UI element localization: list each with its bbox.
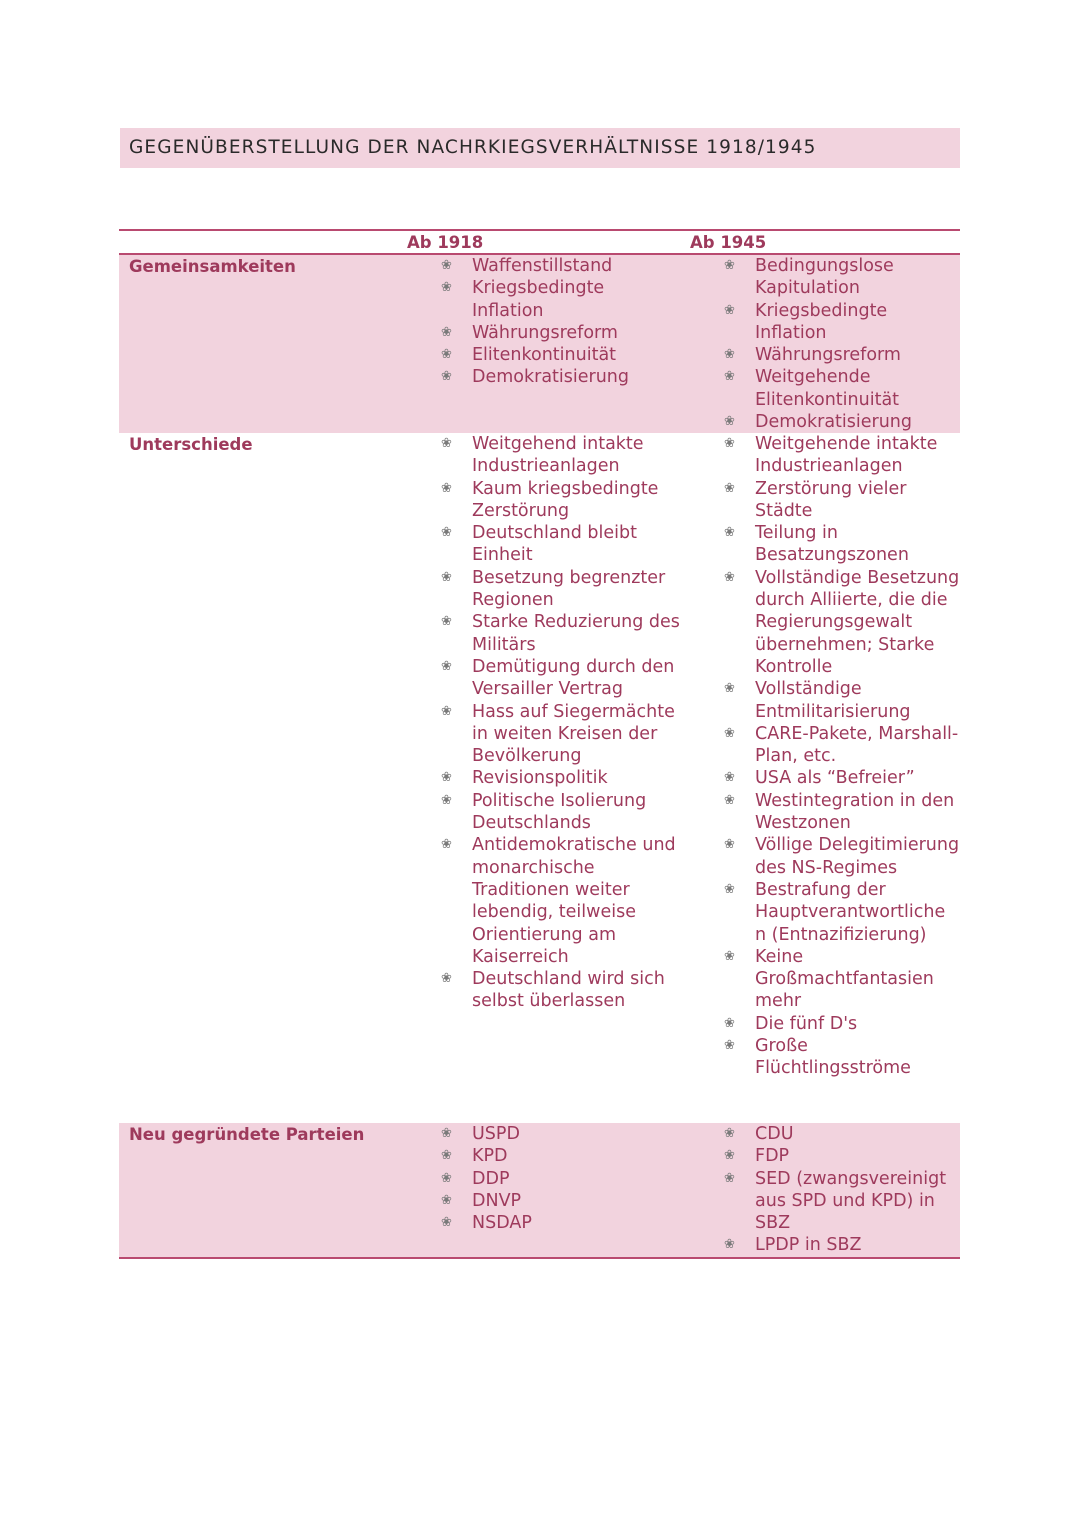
flower-bullet-icon: ❀ (724, 792, 735, 808)
column-1918 (441, 433, 681, 1013)
flower-bullet-icon: ❀ (724, 569, 735, 585)
flower-bullet-icon: ❀ (724, 1170, 735, 1186)
list-item-text: Westintegration in den Westzonen (755, 790, 955, 834)
list-item (724, 1035, 960, 1080)
list-item-text: Demokratisierung (755, 412, 913, 433)
list-item-text: Völlige Delegitimierung des NS-Regimes (755, 835, 960, 878)
list-1918 (441, 1123, 681, 1234)
list-item-text: Währungsreform (472, 322, 618, 343)
list-item-text: LPDP in SBZ (755, 1235, 862, 1256)
list-item (441, 567, 681, 612)
flower-bullet-icon: ❀ (441, 525, 452, 541)
flower-bullet-icon: ❀ (441, 1170, 452, 1186)
flower-bullet-icon: ❀ (441, 436, 452, 451)
flower-bullet-icon: ❀ (441, 658, 452, 674)
list-item (441, 277, 681, 322)
flower-bullet-icon: ❀ (724, 770, 735, 786)
list-item-text: FDP (755, 1146, 790, 1167)
list-item-text: Politische Isolierung Deutschlands (472, 790, 647, 834)
list-item (441, 611, 681, 656)
flower-bullet-icon: ❀ (724, 1038, 735, 1054)
list-item (441, 1123, 681, 1145)
flower-bullet-icon: ❀ (724, 258, 735, 273)
column-header-1918: Ab 1918 (407, 233, 484, 252)
list-item (724, 522, 960, 567)
list-item (441, 1212, 681, 1234)
list-item (441, 478, 681, 523)
comparison-table (119, 229, 960, 1259)
list-item (441, 701, 681, 768)
flower-bullet-icon: ❀ (441, 347, 452, 363)
list-1945 (724, 433, 960, 1080)
list-item (724, 1168, 960, 1235)
list-item-text: Waffenstillstand (472, 256, 613, 276)
list-item-text: Zerstörung vieler Städte (755, 478, 907, 521)
list-item-text: Deutschland bleibt Einheit (472, 523, 637, 566)
list-item-text: USA als “Befreier” (755, 768, 915, 789)
flower-bullet-icon: ❀ (441, 1126, 452, 1141)
list-item-text: Deutschland wird sich selbst überlassen (472, 969, 665, 1012)
flower-bullet-icon: ❀ (724, 1148, 735, 1164)
list-item (724, 300, 960, 345)
list-item (724, 478, 960, 523)
list-1918 (441, 255, 681, 389)
flower-bullet-icon: ❀ (724, 1237, 735, 1253)
list-item-text: CARE-Pakete, Marshall-Plan, etc. (755, 723, 959, 767)
list-item-text: Demokratisierung (472, 367, 630, 388)
list-item (441, 433, 681, 478)
list-item (724, 790, 960, 835)
list-item-text: Weitgehende Elitenkontinuität (755, 367, 900, 410)
flower-bullet-icon: ❀ (724, 681, 735, 697)
list-item (724, 879, 960, 946)
list-item (724, 678, 960, 723)
list-item (441, 1190, 681, 1212)
list-item-text: Teilung in Besatzungszonen (755, 523, 909, 566)
list-1945 (724, 255, 960, 433)
flower-bullet-icon: ❀ (441, 1215, 452, 1231)
list-item-text: Revisionspolitik (472, 768, 608, 789)
list-item-text: Hass auf Siegermächte in weiten Kreisen der Bevölkerung (472, 701, 675, 767)
list-item (441, 968, 681, 1013)
flower-bullet-icon: ❀ (441, 971, 452, 987)
list-1918 (441, 433, 681, 1013)
list-item-text: Kaum kriegsbedingte Zerstörung (472, 478, 659, 521)
list-item (724, 567, 960, 678)
list-item (441, 344, 681, 366)
table-row-unterschiede (119, 433, 960, 1123)
list-item-text: Vollständige Entmilitarisierung (755, 679, 911, 722)
list-item (724, 366, 960, 411)
column-1918 (441, 1123, 681, 1234)
list-item (724, 767, 960, 789)
table-row-parteien (119, 1123, 960, 1257)
flower-bullet-icon: ❀ (441, 280, 452, 296)
list-item-text: SED (zwangsvereinigt aus SPD und KPD) in SBZ (755, 1168, 947, 1234)
table-header (119, 231, 960, 253)
flower-bullet-icon: ❀ (441, 480, 452, 496)
flower-bullet-icon: ❀ (441, 770, 452, 786)
row-label: Gemeinsamkeiten (129, 257, 296, 276)
row-label: Unterschiede (129, 435, 253, 454)
column-header-1945: Ab 1945 (690, 233, 767, 252)
list-item-text: KPD (472, 1146, 508, 1167)
flower-bullet-icon: ❀ (724, 302, 735, 318)
list-item-text: USPD (472, 1124, 520, 1144)
flower-bullet-icon: ❀ (724, 1015, 735, 1031)
list-item-text: Kriegsbedingte Inflation (472, 278, 605, 321)
list-item (441, 322, 681, 344)
list-item-text: Die fünf D's (755, 1013, 858, 1034)
list-item (441, 834, 681, 968)
flower-bullet-icon: ❀ (724, 837, 735, 853)
column-1945 (724, 255, 960, 433)
flower-bullet-icon: ❀ (441, 369, 452, 385)
list-item (724, 255, 960, 300)
flower-bullet-icon: ❀ (724, 480, 735, 496)
list-item (724, 411, 960, 433)
list-item (441, 767, 681, 789)
flower-bullet-icon: ❀ (724, 948, 735, 964)
list-item-text: Weitgehende intakte Industrieanlagen (755, 434, 938, 477)
list-item (724, 723, 960, 768)
list-item-text: Währungsreform (755, 345, 901, 366)
list-item-text: Antidemokratische und monarchische Traditionen weiter lebendig, teilweise Orientierung am Kaiserreich (472, 835, 676, 967)
flower-bullet-icon: ❀ (724, 1126, 735, 1141)
flower-bullet-icon: ❀ (441, 1148, 452, 1164)
list-item (724, 834, 960, 879)
flower-bullet-icon: ❀ (724, 881, 735, 897)
list-item-text: Vollständige Besetzung durch Alliierte, die die Regierungsgewalt übernehmen; Starke Kontrolle (755, 567, 960, 677)
list-item (724, 946, 960, 1013)
list-item-text: Starke Reduzierung des Militärs (472, 612, 680, 655)
flower-bullet-icon: ❀ (441, 258, 452, 273)
flower-bullet-icon: ❀ (724, 525, 735, 541)
list-item-text: Besetzung begrenzter Regionen (472, 567, 666, 611)
flower-bullet-icon: ❀ (724, 347, 735, 363)
list-item (441, 1168, 681, 1190)
list-item (724, 1145, 960, 1167)
flower-bullet-icon: ❀ (441, 1192, 452, 1208)
column-1945 (724, 1123, 960, 1257)
flower-bullet-icon: ❀ (724, 414, 735, 430)
list-item-text: Bestrafung der Hauptverantwortliche n (Entnazifizierung) (755, 879, 946, 945)
list-item-text: Keine Großmachtfantasien mehr (755, 946, 934, 1012)
list-item (724, 1234, 960, 1256)
flower-bullet-icon: ❀ (441, 703, 452, 719)
list-item-text: Demütigung durch den Versailler Vertrag (472, 656, 675, 700)
flower-bullet-icon: ❀ (441, 837, 452, 853)
list-item (441, 656, 681, 701)
list-item (724, 344, 960, 366)
flower-bullet-icon: ❀ (441, 324, 452, 340)
list-item (724, 1123, 960, 1145)
list-item-text: Elitenkontinuität (472, 345, 617, 366)
list-item (441, 1145, 681, 1167)
list-item (724, 1013, 960, 1035)
list-item (441, 255, 681, 277)
row-label: Neu gegründete Parteien (129, 1125, 365, 1144)
page-title: GEGENÜBERSTELLUNG DER NACHRKIEGSVERHÄLTNISSE 1918/1945 (120, 128, 960, 168)
list-item-text: DNVP (472, 1190, 522, 1211)
list-item-text: CDU (755, 1124, 794, 1144)
flower-bullet-icon: ❀ (724, 369, 735, 385)
table-row-gemeinsamkeiten (119, 255, 960, 433)
list-item-text: NSDAP (472, 1213, 532, 1234)
list-1945 (724, 1123, 960, 1257)
list-item (441, 366, 681, 388)
column-1918 (441, 255, 681, 389)
flower-bullet-icon: ❀ (441, 614, 452, 630)
table-bottom-rule (119, 1257, 960, 1259)
list-item-text: Kriegsbedingte Inflation (755, 300, 888, 343)
flower-bullet-icon: ❀ (441, 569, 452, 585)
list-item (724, 433, 960, 478)
flower-bullet-icon: ❀ (724, 725, 735, 741)
list-item-text: Bedingungslose Kapitulation (755, 256, 894, 299)
flower-bullet-icon: ❀ (441, 792, 452, 808)
column-1945 (724, 433, 960, 1080)
list-item (441, 522, 681, 567)
list-item-text: Große Flüchtlingsströme (755, 1036, 911, 1079)
list-item (441, 790, 681, 835)
flower-bullet-icon: ❀ (724, 436, 735, 451)
list-item-text: Weitgehend intakte Industrieanlagen (472, 434, 644, 477)
list-item-text: DDP (472, 1168, 510, 1189)
